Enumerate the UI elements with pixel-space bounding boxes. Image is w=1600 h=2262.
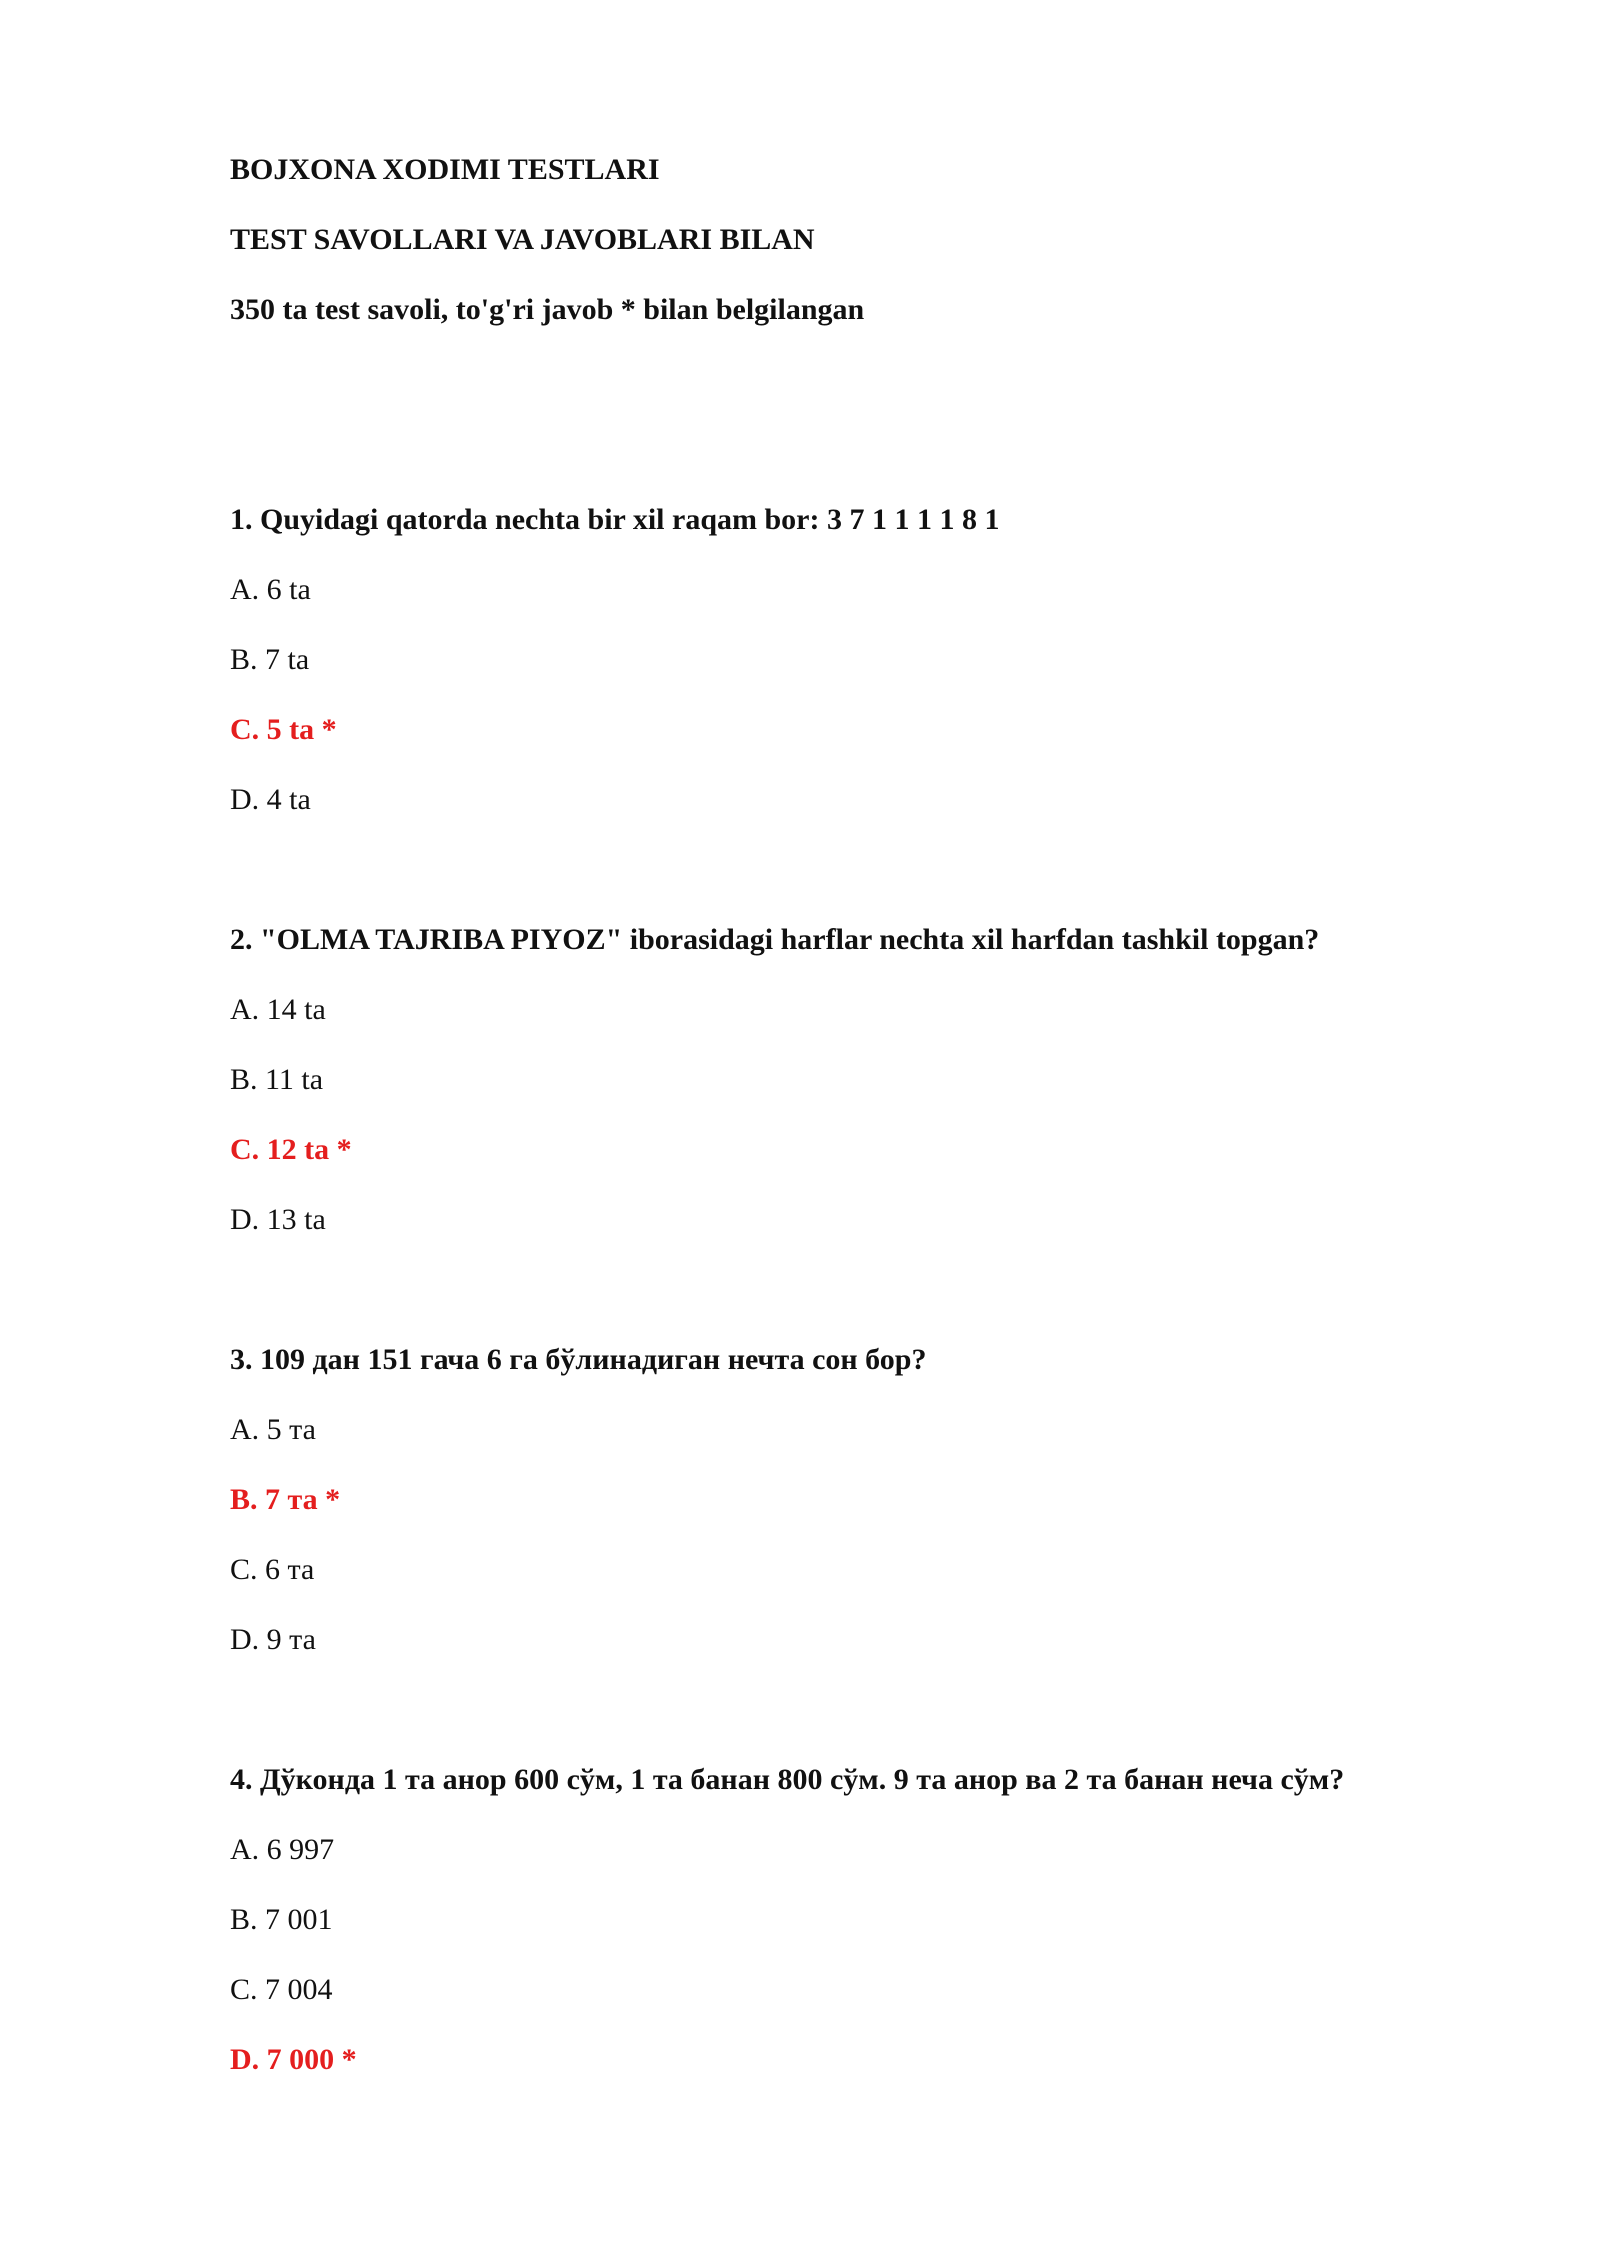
question-3-text: 3. 109 дан 151 гача 6 га бўлинадиган нечта сон бор? [230,1343,927,1376]
question-2-text: 2. "OLMA TAJRIBA PIYOZ" iborasidagi harflar nechta xil harfdan tashkil topgan? [230,923,1320,956]
question-1-option-a: A. 6 ta [230,573,311,606]
question-1-option-d: D. 4 ta [230,783,311,816]
question-1-text: 1. Quyidagi qatorda nechta bir xil raqam bor: 3 7 1 1 1 1 8 1 [230,503,1000,536]
question-1-option-b: B. 7 ta [230,643,310,676]
question-4-option-b: B. 7 001 [230,1903,333,1936]
question-2-option-d: D. 13 ta [230,1203,326,1236]
question-3-option-c: C. 6 та [230,1553,315,1586]
question-3-option-a: A. 5 та [230,1413,316,1446]
question-2-option-a: A. 14 ta [230,993,326,1026]
document-title: BOJXONA XODIMI TESTLARI [230,153,660,186]
question-4-option-c: C. 7 004 [230,1973,333,2006]
question-2-option-c-correct: C. 12 ta * [230,1133,352,1166]
question-4-option-a: A. 6 997 [230,1833,335,1866]
question-2-option-b: B. 11 ta [230,1063,324,1096]
question-1-option-c-correct: C. 5 ta * [230,713,337,746]
question-4-option-d-correct: D. 7 000 * [230,2043,357,2076]
question-3-option-d: D. 9 та [230,1623,316,1656]
document-note: 350 ta test savoli, to'g'ri javob * bilan belgilangan [230,293,865,326]
question-3-option-b-correct: B. 7 та * [230,1483,341,1516]
question-4-text: 4. Дўконда 1 та анор 600 сўм, 1 та банан 800 сўм. 9 та анор ва 2 та банан неча сўм? [230,1763,1345,1796]
document-subtitle: TEST SAVOLLARI VA JAVOBLARI BILAN [230,223,815,256]
